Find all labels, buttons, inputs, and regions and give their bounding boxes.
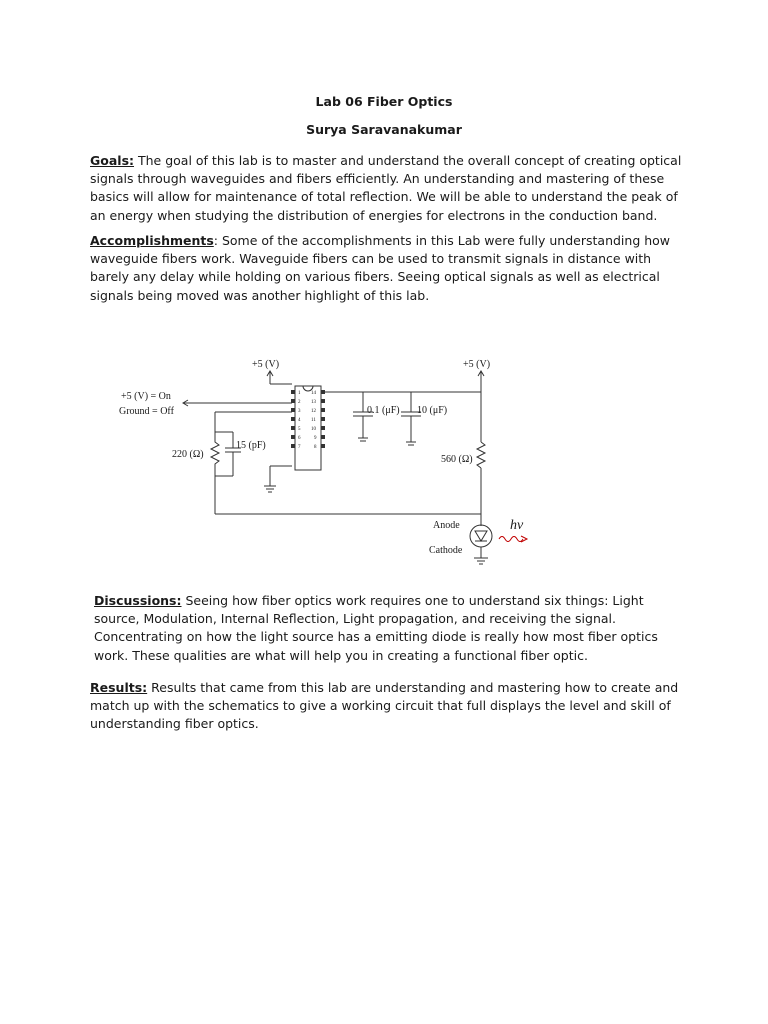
results-paragraph <box>90 679 690 734</box>
discussions-paragraph <box>94 592 690 665</box>
pin-label: 7 <box>298 445 301 450</box>
input-on-label: +5 (V) = On <box>121 391 171 402</box>
cathode-label: Cathode <box>429 545 463 556</box>
vcc-left-label: +5 (V) <box>252 359 280 370</box>
cap-01uf-label: 0.1 (μF) <box>367 405 400 416</box>
accomplishments-paragraph <box>90 232 690 305</box>
pin-label: 3 <box>298 409 301 414</box>
discussions-heading: Discussions: <box>94 593 182 608</box>
goals-paragraph <box>90 152 690 225</box>
results-text: Results that came from this lab are understanding and mastering how to create and match up with the schematics to give a working circuit that full displays the level and skill of understanding fiber optics. <box>90 680 679 732</box>
hv-label: hν <box>510 518 524 533</box>
document-author: Surya Saravanakumar <box>306 122 462 137</box>
input-off-label: Ground = Off <box>119 406 174 417</box>
resistor-220-label: 220 (Ω) <box>172 449 204 460</box>
pin-label: 5 <box>298 427 301 432</box>
pin-label: 10 <box>311 427 316 432</box>
pin-label: 9 <box>314 436 317 441</box>
pin-label: 1 <box>298 391 301 396</box>
goals-heading: Goals: <box>90 153 135 168</box>
light-arrow-icon <box>521 536 527 542</box>
pin-label: 6 <box>298 436 301 441</box>
pin-label: 4 <box>298 418 301 423</box>
vcc-right-label: +5 (V) <box>463 359 491 370</box>
circuit-schematic <box>95 320 547 582</box>
discussions-text: Seeing how fiber optics work requires one to understand six things: Light source, Modulation, Internal Reflection, Light propagation, and receiving the signal. Concentrating on how the light source has a emitting diode is really how most fiber optics work. These qualities are what will help you in creating a functional fiber optic. <box>94 593 658 663</box>
accomplishments-heading: Accomplishments <box>90 233 214 248</box>
light-wave-icon <box>499 537 523 542</box>
pin-label: 13 <box>311 400 316 405</box>
pin-label: 2 <box>298 400 301 405</box>
accomplishments-text: : Some of the accomplishments in this Lab were fully understanding how waveguide fibers work. Waveguide fibers can be used to transmit signals in distance with barely any delay while holding on various fibers. Seeing optical signals as well as electrical signals being moved was another highlight of this lab. <box>90 233 671 303</box>
pin-label: 11 <box>311 418 316 423</box>
goals-text: The goal of this lab is to master and understand the overall concept of creating optical signals through waveguides and fibers efficiently. An understanding and mastering of these basics will allow for maintenance of total reflection. We will be able to understand the peak of an energy when studying the distribution of energies for electrons in the conduction band. <box>90 153 682 223</box>
results-heading: Results: <box>90 680 148 695</box>
cap-15pf-label: 15 (pF) <box>236 440 266 451</box>
cap-10uf-label: 10 (μF) <box>417 405 448 416</box>
pin-label: 8 <box>314 445 317 450</box>
resistor-560-label: 560 (Ω) <box>441 454 473 465</box>
anode-label: Anode <box>433 520 460 531</box>
pin-label: 14 <box>311 391 316 396</box>
document-title: Lab 06 Fiber Optics <box>315 94 453 109</box>
pin-label: 12 <box>311 409 316 414</box>
